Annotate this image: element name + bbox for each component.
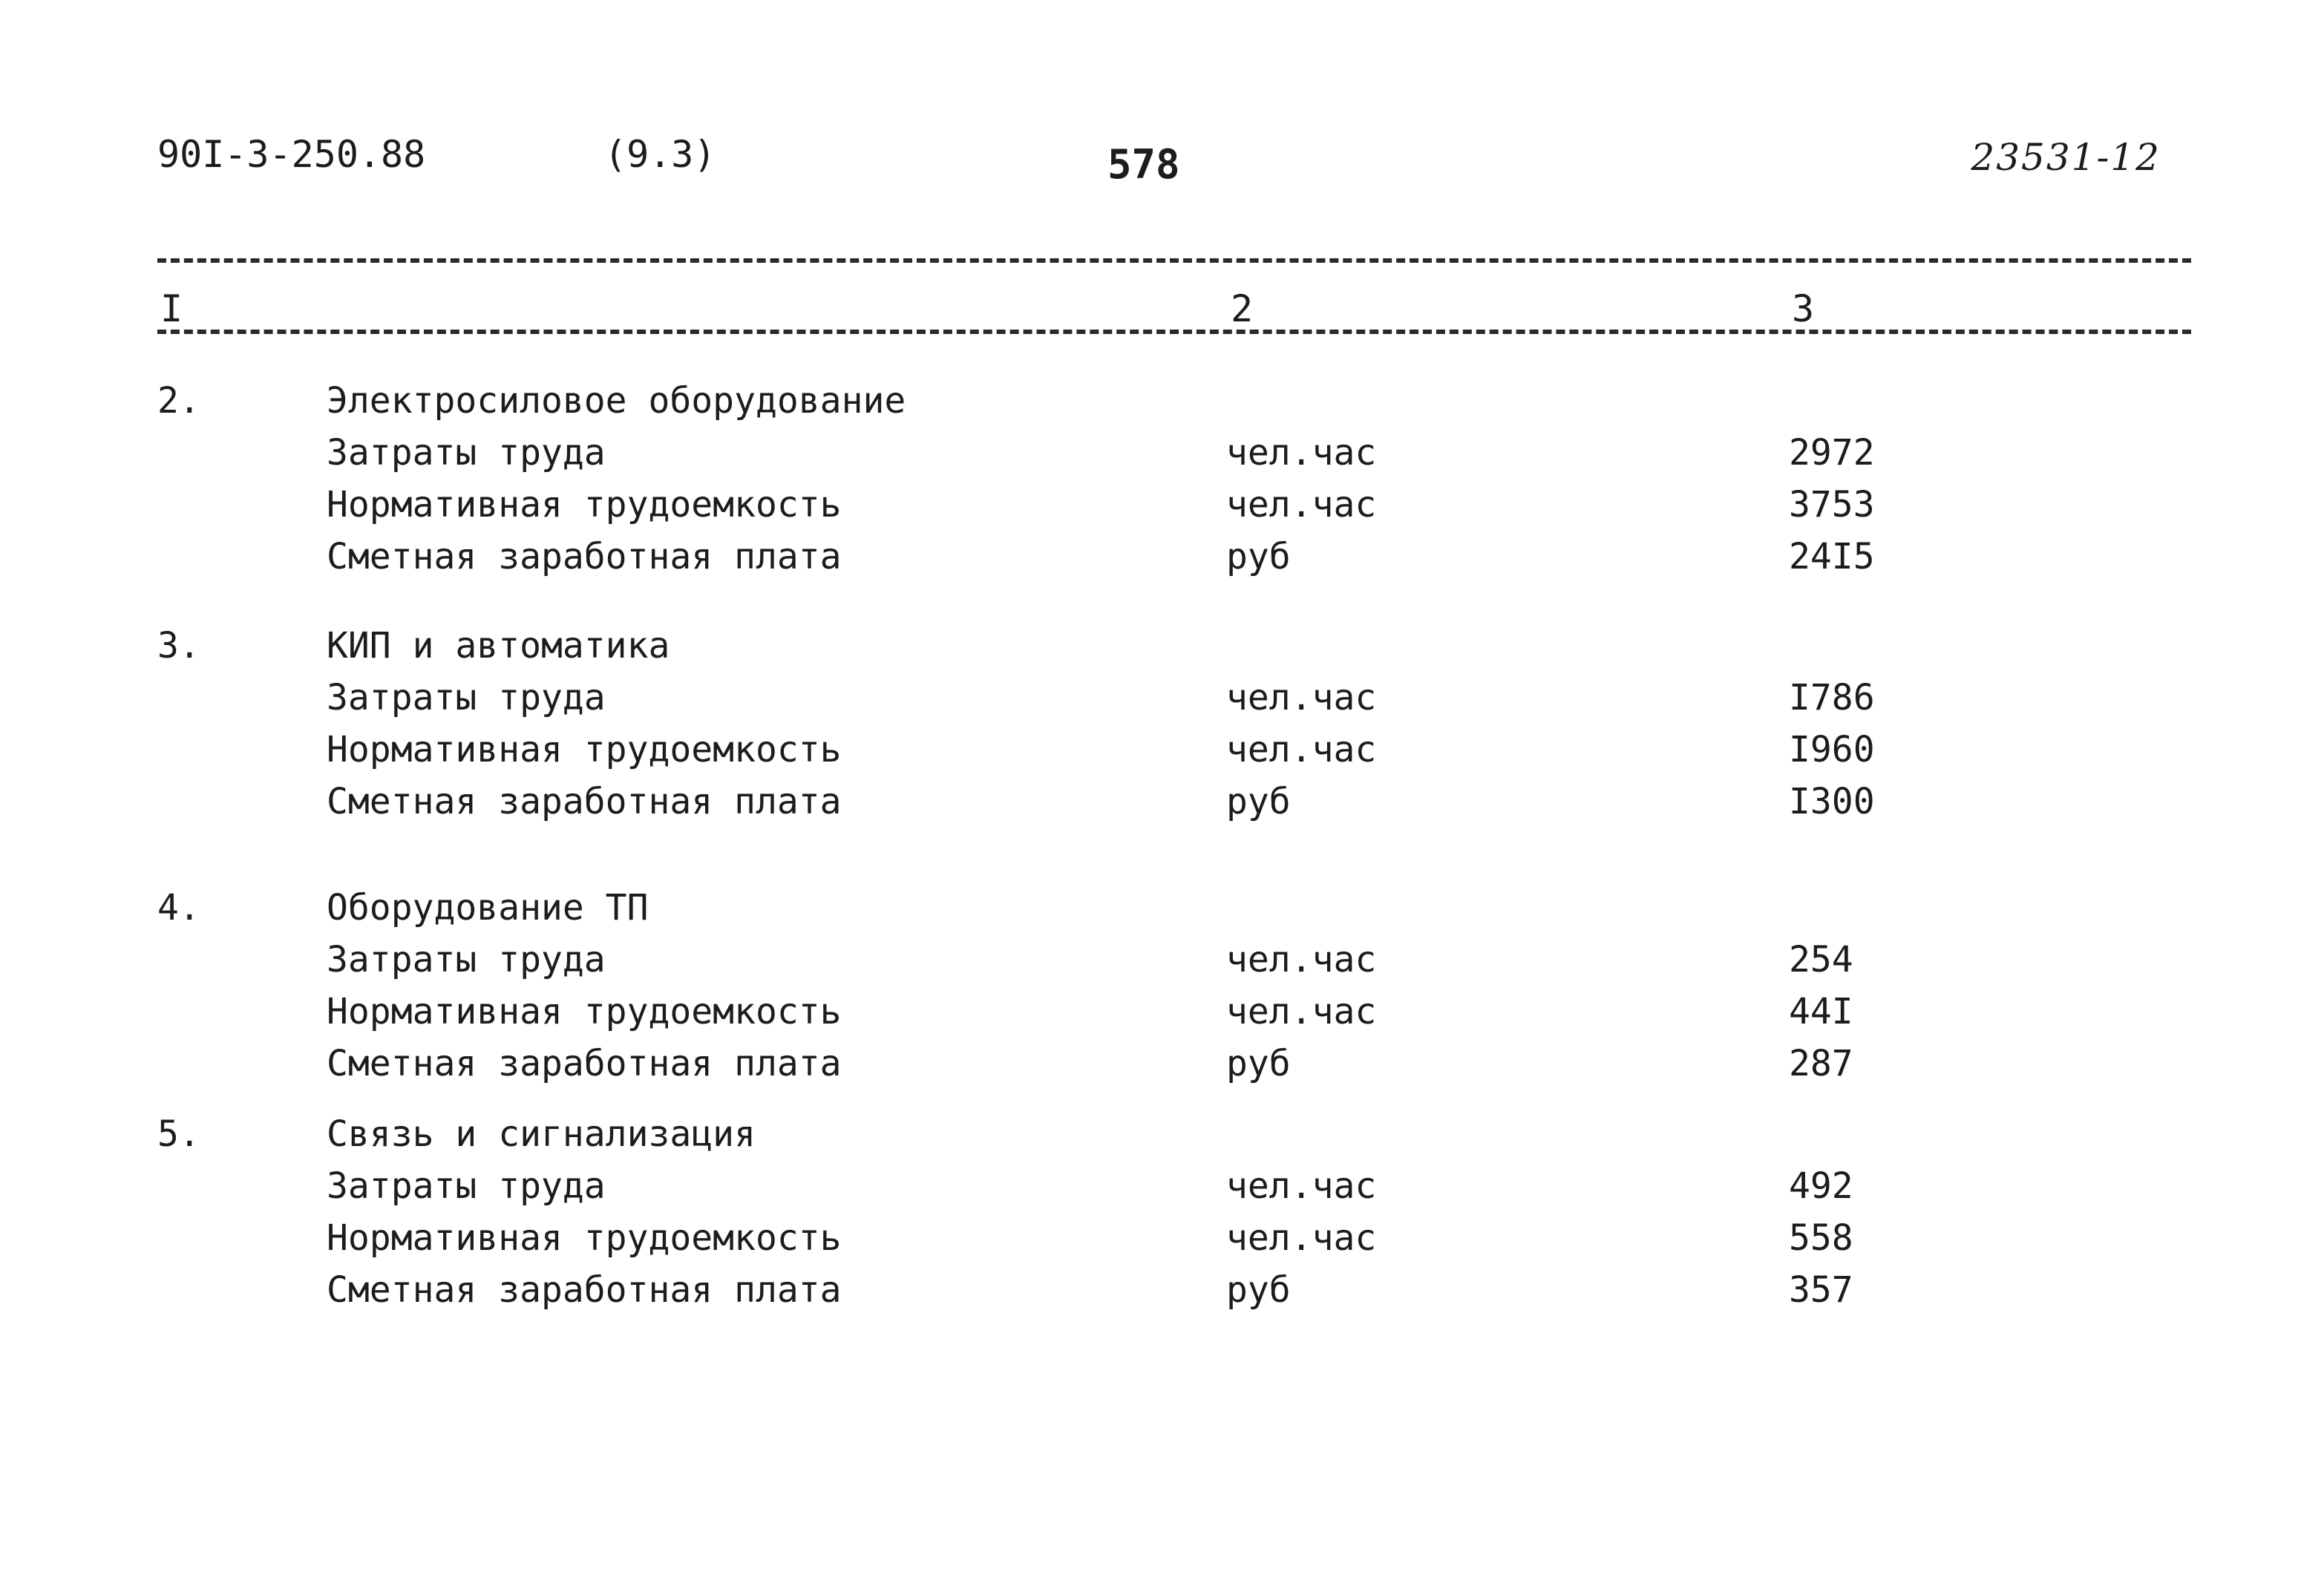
row-unit: руб [1226,1043,1291,1084]
row-label: Нормативная трудоемкость [327,729,842,770]
row-unit: чел.час [1226,991,1377,1032]
row-value: 44I [1789,991,1853,1032]
row-value: I786 [1789,677,1875,718]
row-label: Сметная заработная плата [327,781,842,822]
row-unit: руб [1226,536,1291,577]
group-title: Оборудование ТП [327,887,649,929]
row-label: Нормативная трудоемкость [327,1217,842,1259]
row-unit: чел.час [1226,1217,1377,1259]
table-row [0,776,2324,828]
row-unit: чел.час [1226,484,1377,526]
handwritten-reference: 23531-12 [1971,136,2161,179]
table-row [0,724,2324,776]
table-row [0,531,2324,583]
table-row [0,1038,2324,1090]
row-value: I960 [1789,729,1875,770]
table-row [0,427,2324,479]
group-heading [0,620,2324,672]
page-number: 578 [1107,141,1180,188]
row-value: 558 [1789,1217,1853,1259]
row-value: 24I5 [1789,536,1875,577]
row-label: Затраты труда [327,432,606,474]
group-number: 3. [157,625,200,667]
group-number: 5. [157,1113,200,1155]
row-value: I300 [1789,781,1875,822]
row-unit: чел.час [1226,729,1377,770]
row-label: Сметная заработная плата [327,1269,842,1311]
row-unit: чел.час [1226,432,1377,474]
row-unit: чел.час [1226,939,1377,980]
row-unit: чел.час [1226,677,1377,718]
table-header-rule [157,330,2191,334]
row-label: Сметная заработная плата [327,536,842,577]
row-unit: руб [1226,1269,1291,1311]
section-number: (9.3) [604,133,716,176]
row-value: 254 [1789,939,1853,980]
group-number: 2. [157,380,200,422]
table-row [0,672,2324,724]
table-row [0,934,2324,986]
row-label: Затраты труда [327,1165,606,1207]
group-heading [0,1108,2324,1160]
group-heading [0,882,2324,934]
group-title: КИП и автоматика [327,625,670,667]
table-row [0,1160,2324,1212]
row-value: 492 [1789,1165,1853,1207]
row-label: Сметная заработная плата [327,1043,842,1084]
row-label: Затраты труда [327,677,606,718]
group-heading [0,375,2324,427]
row-label: Нормативная трудоемкость [327,991,842,1032]
column-number-3: 3 [1787,288,1819,330]
table-top-rule [157,258,2191,263]
row-label: Нормативная трудоемкость [327,484,842,526]
column-number-2: 2 [1226,288,1257,330]
row-unit: руб [1226,781,1291,822]
group-title: Электросиловое оборудование [327,380,906,422]
row-value: 357 [1789,1269,1853,1311]
row-label: Затраты труда [327,939,606,980]
table-row [0,986,2324,1038]
row-value: 287 [1789,1043,1853,1084]
table-row [0,1264,2324,1316]
table-row [0,1212,2324,1264]
table-row [0,479,2324,531]
row-value: 2972 [1789,432,1875,474]
group-number: 4. [157,887,200,929]
row-value: 3753 [1789,484,1875,526]
column-number-1: I [156,288,187,330]
row-unit: чел.час [1226,1165,1377,1207]
group-title: Связь и сигнализация [327,1113,756,1155]
document-code: 90I-3-250.88 [157,133,426,176]
